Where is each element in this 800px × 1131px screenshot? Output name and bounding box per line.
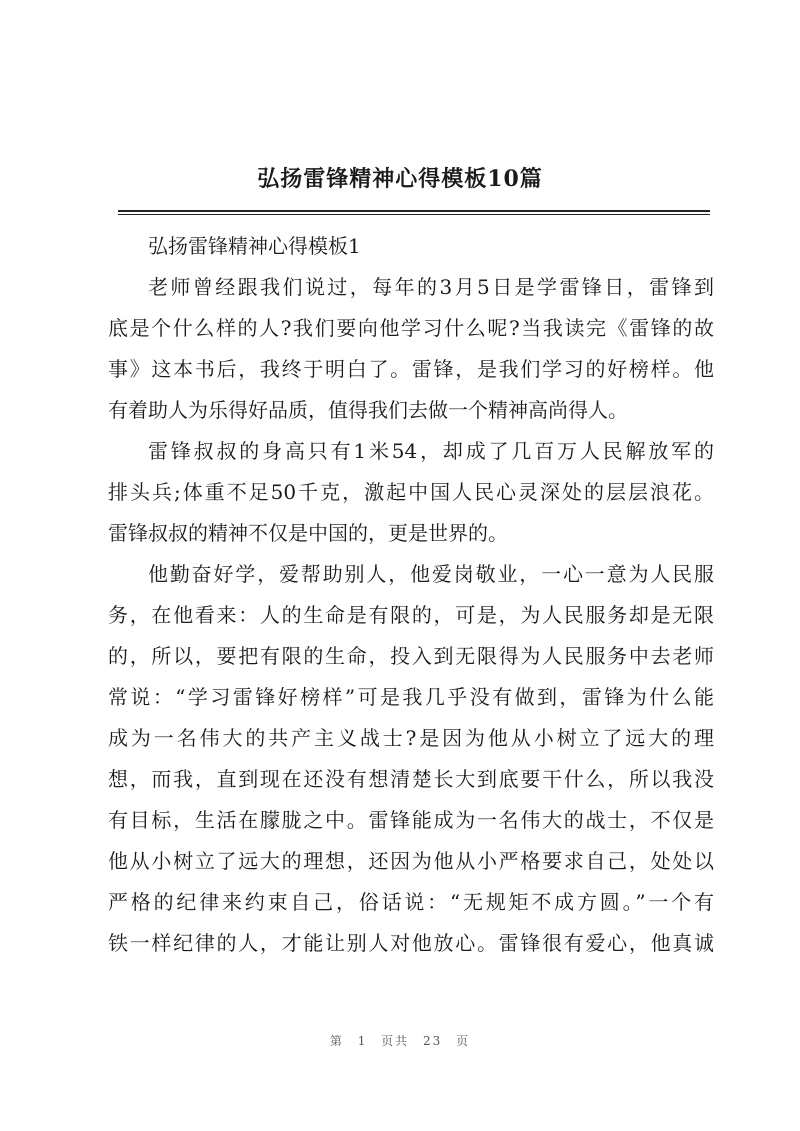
title-rule-thick xyxy=(118,210,710,212)
paragraph-line: 成为一名伟大的共产主义战士?是因为他从小树立了远大的理 xyxy=(108,726,714,750)
paragraph-line: 的，所以，要把有限的生命，投入到无限得为人民服务中去老师 xyxy=(108,644,714,668)
paragraph-line: 想，而我，直到现在还没有想清楚长大到底要干什么，所以我没 xyxy=(108,767,714,791)
paragraph-line: 底是个什么样的人?我们要向他学习什么呢?当我读完《雷锋的故 xyxy=(108,316,714,340)
paragraph-line: 铁一样纪律的人，才能让别人对他放心。雷锋很有爱心，他真诚 xyxy=(108,931,714,955)
paragraph-line: 老师曾经跟我们说过，每年的3月5日是学雷锋日，雷锋到 xyxy=(148,275,714,299)
paragraph-line: 他从小树立了远大的理想，还因为他从小严格要求自己，处处以 xyxy=(108,849,714,873)
paragraph-1 xyxy=(108,267,714,431)
footer-total-pages: 23 xyxy=(423,1034,443,1048)
paragraph-line: 有着助人为乐得好品质，值得我们去做一个精神高尚得人。 xyxy=(108,398,628,422)
footer-current-page: 1 xyxy=(357,1034,368,1048)
paragraph-line: 有目标，生活在朦胧之中。雷锋能成为一名伟大的战士，不仅是 xyxy=(108,808,714,832)
paragraph-line: 排头兵;体重不足50千克，激起中国人民心灵深处的层层浪花。 xyxy=(108,480,714,504)
footer-prefix: 第 xyxy=(329,1034,344,1048)
paragraph-line: 雷锋叔叔的身高只有1米54，却成了几百万人民解放军的 xyxy=(148,439,714,463)
footer-suffix: 页 xyxy=(456,1034,471,1048)
paragraph-line: 他勤奋好学，爱帮助别人，他爱岗敬业，一心一意为人民服 xyxy=(148,562,714,586)
footer-middle: 页共 xyxy=(381,1034,410,1048)
document-body xyxy=(108,226,714,964)
section-heading: 弘扬雷锋精神心得模板1 xyxy=(148,234,361,258)
paragraph-3 xyxy=(108,554,714,964)
paragraph-line: 务，在他看来：人的生命是有限的，可是，为人民服务却是无限 xyxy=(108,603,714,627)
paragraph-line: 严格的纪律来约束自己，俗话说：“无规矩不成方圆。”一个有 xyxy=(108,890,714,914)
paragraph-2 xyxy=(108,431,714,554)
paragraph-line: 事》这本书后，我终于明白了。雷锋，是我们学习的好榜样。他 xyxy=(108,357,714,381)
page-footer xyxy=(0,1032,800,1049)
paragraph-line: 雷锋叔叔的精神不仅是中国的，更是世界的。 xyxy=(108,521,508,545)
title-rule-thin xyxy=(118,214,710,215)
document-title: 弘扬雷锋精神心得模板10篇 xyxy=(257,166,543,192)
paragraph-line: 常说：“学习雷锋好榜样”可是我几乎没有做到，雷锋为什么能 xyxy=(108,685,714,709)
